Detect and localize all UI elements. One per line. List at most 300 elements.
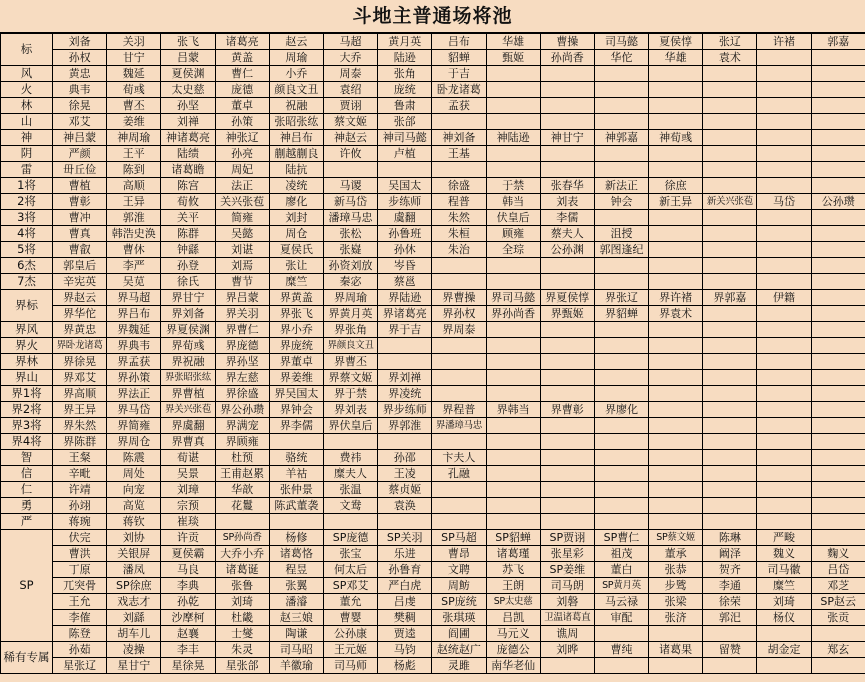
hero-cell: 贾诩	[323, 98, 377, 114]
hero-cell	[757, 626, 811, 642]
hero-pool-body	[1, 34, 865, 674]
hero-cell: 界曹操	[432, 290, 486, 306]
hero-cell	[703, 498, 757, 514]
hero-cell: 徐荣	[703, 594, 757, 610]
hero-cell: 袁涣	[378, 498, 432, 514]
hero-cell: 王粲	[53, 450, 107, 466]
hero-cell: 杨仪	[757, 610, 811, 626]
hero-cell: 刘禅	[161, 114, 215, 130]
hero-cell	[540, 386, 594, 402]
hero-cell: 吕布	[432, 34, 486, 50]
hero-cell: 曹叡	[53, 242, 107, 258]
category-label: 界标	[1, 290, 53, 322]
hero-cell: 阎圃	[432, 626, 486, 642]
hero-cell: 张嶷	[323, 242, 377, 258]
hero-cell: 麴义	[811, 546, 865, 562]
hero-cell: 陈群	[161, 226, 215, 242]
hero-cell: 界吴国太	[269, 386, 323, 402]
hero-cell	[811, 50, 865, 66]
hero-cell: 界伏皇后	[323, 418, 377, 434]
hero-cell: 朱治	[432, 242, 486, 258]
hero-cell: 程昱	[269, 562, 323, 578]
hero-cell: 伊籍	[757, 290, 811, 306]
hero-cell: 伏皇后	[486, 210, 540, 226]
hero-cell: 樊稠	[378, 610, 432, 626]
hero-cell: 界黄忠	[53, 322, 107, 338]
category-label: 界1将	[1, 386, 53, 402]
hero-cell: 刘备	[53, 34, 107, 50]
hero-cell: 郭淮	[107, 210, 161, 226]
hero-cell	[486, 450, 540, 466]
hero-cell	[649, 498, 703, 514]
hero-cell: 孙坚	[161, 98, 215, 114]
hero-cell	[757, 418, 811, 434]
hero-cell	[811, 146, 865, 162]
hero-cell	[649, 658, 703, 674]
hero-cell	[540, 450, 594, 466]
hero-cell: 界赵云	[53, 290, 107, 306]
hero-cell	[594, 322, 648, 338]
hero-cell	[811, 114, 865, 130]
hero-cell: 界邓艾	[53, 370, 107, 386]
hero-cell: 孙资刘放	[323, 258, 377, 274]
hero-cell	[594, 466, 648, 482]
hero-cell: 庞德公	[486, 642, 540, 658]
hero-cell: 卧龙诸葛	[432, 82, 486, 98]
hero-cell	[649, 482, 703, 498]
hero-cell: 界诸葛亮	[378, 306, 432, 322]
hero-cell	[757, 402, 811, 418]
hero-cell: 王元姬	[323, 642, 377, 658]
hero-cell: 刘琦	[215, 594, 269, 610]
hero-cell: 于禁	[486, 178, 540, 194]
hero-cell: 胡金定	[757, 642, 811, 658]
hero-cell	[703, 418, 757, 434]
hero-cell	[649, 386, 703, 402]
hero-cell: 赵云	[269, 34, 323, 50]
hero-cell	[540, 482, 594, 498]
hero-cell	[649, 434, 703, 450]
hero-cell: 刘谌	[215, 242, 269, 258]
category-label: 风	[1, 66, 53, 82]
hero-cell	[486, 434, 540, 450]
hero-cell	[811, 434, 865, 450]
hero-row	[1, 226, 865, 242]
category-label: 界火	[1, 338, 53, 354]
hero-cell: 马钧	[378, 642, 432, 658]
hero-row	[1, 290, 865, 306]
hero-cell: 界曹植	[161, 386, 215, 402]
hero-cell: 新关兴张苞	[703, 194, 757, 210]
hero-cell: 留赞	[703, 642, 757, 658]
hero-cell	[594, 274, 648, 290]
hero-cell: 界朱然	[53, 418, 107, 434]
hero-cell: 夏侯霸	[161, 546, 215, 562]
hero-cell: 界李儒	[269, 418, 323, 434]
hero-cell: 张松	[323, 226, 377, 242]
hero-cell: 界程普	[432, 402, 486, 418]
hero-row	[1, 626, 865, 642]
hero-cell: 界周瑜	[323, 290, 377, 306]
hero-cell	[486, 354, 540, 370]
hero-cell: 钟繇	[161, 242, 215, 258]
hero-cell: 甘宁	[107, 50, 161, 66]
hero-cell: 文鸯	[323, 498, 377, 514]
hero-cell: 简雍	[215, 210, 269, 226]
hero-cell	[594, 98, 648, 114]
hero-cell	[486, 274, 540, 290]
hero-cell	[486, 66, 540, 82]
hero-cell: 沙摩柯	[161, 610, 215, 626]
hero-cell	[703, 274, 757, 290]
hero-cell: 界司马懿	[486, 290, 540, 306]
hero-cell	[703, 434, 757, 450]
hero-row	[1, 434, 865, 450]
hero-row	[1, 642, 865, 658]
hero-cell	[811, 210, 865, 226]
hero-cell: 星张郃	[215, 658, 269, 674]
hero-cell: 孙邵	[378, 450, 432, 466]
hero-cell: 杜预	[215, 450, 269, 466]
hero-cell: 潘凤	[107, 562, 161, 578]
hero-cell: 陈武董袭	[269, 498, 323, 514]
hero-cell	[594, 114, 648, 130]
hero-cell	[540, 338, 594, 354]
hero-cell	[540, 354, 594, 370]
hero-row	[1, 418, 865, 434]
category-label: 信	[1, 466, 53, 482]
hero-cell: 新马岱	[323, 194, 377, 210]
hero-cell	[649, 626, 703, 642]
hero-cell: 蒯越蒯良	[269, 146, 323, 162]
category-label: 界山	[1, 370, 53, 386]
hero-cell: 吕岱	[811, 562, 865, 578]
hero-cell: 诸葛亮	[215, 34, 269, 50]
hero-cell: SP赵云	[811, 594, 865, 610]
hero-cell	[649, 258, 703, 274]
hero-cell: 吴景	[161, 466, 215, 482]
hero-cell: 界顾雍	[215, 434, 269, 450]
hero-cell: 张恭	[649, 562, 703, 578]
hero-cell: 周鲂	[432, 578, 486, 594]
hero-cell	[649, 226, 703, 242]
hero-cell: 许靖	[53, 482, 107, 498]
hero-cell: 界步练师	[378, 402, 432, 418]
hero-cell	[215, 514, 269, 530]
hero-cell	[703, 514, 757, 530]
hero-cell: 界王异	[53, 402, 107, 418]
hero-cell	[540, 82, 594, 98]
hero-cell: 界颜良文丑	[323, 338, 377, 354]
hero-cell: 刘封	[269, 210, 323, 226]
hero-cell: 徐氏	[161, 274, 215, 290]
hero-cell	[703, 402, 757, 418]
hero-cell	[649, 450, 703, 466]
hero-cell: 界徐晃	[53, 354, 107, 370]
hero-cell: 界吕蒙	[215, 290, 269, 306]
hero-cell	[378, 162, 432, 178]
hero-cell	[323, 162, 377, 178]
hero-cell: 张仲景	[269, 482, 323, 498]
hero-cell: 界典韦	[107, 338, 161, 354]
hero-cell	[703, 482, 757, 498]
hero-cell: 孙亮	[215, 146, 269, 162]
hero-cell	[703, 226, 757, 242]
hero-cell	[594, 146, 648, 162]
hero-cell	[432, 514, 486, 530]
hero-cell	[486, 418, 540, 434]
hero-cell: 张鲁	[215, 578, 269, 594]
category-label: 山	[1, 114, 53, 130]
hero-cell: 崔琰	[161, 514, 215, 530]
hero-cell	[703, 258, 757, 274]
hero-cell: 司马朗	[540, 578, 594, 594]
hero-cell: 神赵云	[323, 130, 377, 146]
hero-cell: 赵统赵广	[432, 642, 486, 658]
hero-cell	[703, 354, 757, 370]
hero-cell	[649, 514, 703, 530]
hero-cell: 袁绍	[323, 82, 377, 98]
hero-cell: 卢植	[378, 146, 432, 162]
hero-cell	[432, 370, 486, 386]
hero-row	[1, 514, 865, 530]
category-label: 智	[1, 450, 53, 466]
hero-cell: 吴国太	[378, 178, 432, 194]
hero-cell: 甄姬	[486, 50, 540, 66]
hero-cell: 关兴张苞	[215, 194, 269, 210]
hero-cell	[486, 514, 540, 530]
hero-cell: 辛宪英	[53, 274, 107, 290]
hero-cell: 全琮	[486, 242, 540, 258]
hero-row	[1, 658, 865, 674]
hero-cell: 顾雍	[486, 226, 540, 242]
hero-row	[1, 98, 865, 114]
hero-cell: 神刘备	[432, 130, 486, 146]
hero-row	[1, 562, 865, 578]
hero-pool-table	[0, 33, 865, 674]
hero-cell: 孙尚香	[540, 50, 594, 66]
hero-cell	[811, 626, 865, 642]
hero-cell	[649, 66, 703, 82]
hero-cell: 马超	[323, 34, 377, 50]
hero-row	[1, 114, 865, 130]
hero-cell: 张春华	[540, 178, 594, 194]
hero-row	[1, 594, 865, 610]
hero-cell: 丁原	[53, 562, 107, 578]
hero-cell	[757, 514, 811, 530]
hero-row	[1, 530, 865, 546]
hero-cell: 界刘表	[323, 402, 377, 418]
hero-cell	[757, 354, 811, 370]
hero-cell: 法正	[215, 178, 269, 194]
hero-cell	[703, 130, 757, 146]
hero-cell: 伏完	[53, 530, 107, 546]
hero-cell: 韩当	[486, 194, 540, 210]
hero-cell: 貂蝉	[432, 50, 486, 66]
hero-cell: 刘璋	[161, 482, 215, 498]
hero-cell: 羊徽瑜	[269, 658, 323, 674]
hero-cell: 曹彰	[53, 194, 107, 210]
hero-cell	[594, 418, 648, 434]
hero-cell: 陆抗	[269, 162, 323, 178]
hero-cell	[486, 258, 540, 274]
hero-cell	[432, 386, 486, 402]
hero-cell	[757, 322, 811, 338]
hero-cell	[757, 450, 811, 466]
hero-cell: 贾逵	[378, 626, 432, 642]
hero-cell	[540, 418, 594, 434]
hero-cell: 糜竺	[757, 578, 811, 594]
hero-row	[1, 578, 865, 594]
hero-cell: 小乔	[269, 66, 323, 82]
hero-cell: 诸葛诞	[215, 562, 269, 578]
hero-cell: 张辽	[703, 34, 757, 50]
hero-cell	[378, 354, 432, 370]
hero-cell: 秦宓	[323, 274, 377, 290]
hero-cell: 杜畿	[215, 610, 269, 626]
hero-cell: 界吕布	[107, 306, 161, 322]
hero-cell	[703, 466, 757, 482]
hero-cell: 曹植	[53, 178, 107, 194]
hero-cell	[649, 338, 703, 354]
category-label: 3将	[1, 210, 53, 226]
hero-cell	[594, 658, 648, 674]
hero-cell: 界凌统	[378, 386, 432, 402]
hero-cell: 界貂蝉	[594, 306, 648, 322]
hero-cell	[594, 498, 648, 514]
hero-cell	[811, 130, 865, 146]
hero-cell: 蔡夫人	[540, 226, 594, 242]
hero-cell: 魏义	[757, 546, 811, 562]
hero-cell: 界曹真	[161, 434, 215, 450]
hero-cell: SP蔡文姬	[649, 530, 703, 546]
hero-cell: 祖茂	[594, 546, 648, 562]
hero-row	[1, 34, 865, 50]
hero-cell: 大乔	[323, 50, 377, 66]
hero-cell: 严畯	[757, 530, 811, 546]
hero-cell	[811, 658, 865, 674]
hero-cell: SP孙尚香	[215, 530, 269, 546]
hero-cell: 周处	[107, 466, 161, 482]
hero-cell: 华佗	[594, 50, 648, 66]
hero-cell	[540, 434, 594, 450]
hero-cell: 荀攸	[161, 194, 215, 210]
hero-row	[1, 498, 865, 514]
hero-cell: 界周泰	[432, 322, 486, 338]
hero-cell	[540, 258, 594, 274]
hero-cell: SP邓艾	[323, 578, 377, 594]
hero-row	[1, 306, 865, 322]
hero-cell: 南华老仙	[486, 658, 540, 674]
hero-cell: 孙鲁班	[378, 226, 432, 242]
hero-cell	[649, 162, 703, 178]
hero-cell: 张让	[269, 258, 323, 274]
hero-cell	[811, 498, 865, 514]
hero-cell: 黄忠	[53, 66, 107, 82]
hero-cell	[649, 322, 703, 338]
hero-cell: 夏侯渊	[161, 66, 215, 82]
hero-cell	[594, 514, 648, 530]
hero-cell: 郭嘉	[811, 34, 865, 50]
hero-cell: 大乔小乔	[215, 546, 269, 562]
hero-cell: 诸葛果	[649, 642, 703, 658]
hero-cell: 周妃	[215, 162, 269, 178]
hero-cell: 王异	[107, 194, 161, 210]
hero-row	[1, 242, 865, 258]
hero-cell: 界刘备	[161, 306, 215, 322]
hero-cell	[594, 434, 648, 450]
hero-cell	[757, 434, 811, 450]
hero-cell	[703, 82, 757, 98]
hero-row	[1, 482, 865, 498]
hero-cell	[432, 114, 486, 130]
hero-cell	[703, 370, 757, 386]
hero-cell: 荀谌	[161, 450, 215, 466]
hero-cell	[486, 146, 540, 162]
hero-cell: 蒋钦	[107, 514, 161, 530]
hero-cell: 吕凯	[486, 610, 540, 626]
hero-cell: 界于吉	[378, 322, 432, 338]
category-label: 界4将	[1, 434, 53, 450]
hero-cell: 董承	[649, 546, 703, 562]
hero-cell	[649, 274, 703, 290]
hero-cell	[811, 402, 865, 418]
category-label: 仁	[1, 482, 53, 498]
hero-cell: 士燮	[215, 626, 269, 642]
hero-cell: 界张角	[323, 322, 377, 338]
hero-cell: 陈登	[53, 626, 107, 642]
hero-cell	[432, 162, 486, 178]
hero-cell: 凌操	[107, 642, 161, 658]
hero-cell	[811, 306, 865, 322]
hero-cell: 孙登	[161, 258, 215, 274]
hero-cell	[540, 498, 594, 514]
hero-cell: 徐庶	[649, 178, 703, 194]
hero-cell: 曹纯	[594, 642, 648, 658]
hero-cell: 孙乾	[161, 594, 215, 610]
hero-cell: 界小乔	[269, 322, 323, 338]
hero-cell: SP庞德	[323, 530, 377, 546]
hero-cell	[432, 274, 486, 290]
hero-cell: 曹节	[215, 274, 269, 290]
hero-cell: 神郭嘉	[594, 130, 648, 146]
category-label: 1将	[1, 178, 53, 194]
hero-cell: 星徐晃	[161, 658, 215, 674]
hero-cell: 界潘璋马忠	[432, 418, 486, 434]
hero-cell: 界庞德	[215, 338, 269, 354]
hero-cell: 界关兴张苞	[161, 402, 215, 418]
hero-cell	[757, 162, 811, 178]
hero-cell: 神司马懿	[378, 130, 432, 146]
hero-cell: 界关羽	[215, 306, 269, 322]
hero-cell: 神张辽	[215, 130, 269, 146]
hero-cell: 宗预	[161, 498, 215, 514]
hero-cell: 界陈群	[53, 434, 107, 450]
hero-cell	[757, 226, 811, 242]
category-label: 5将	[1, 242, 53, 258]
category-label: 神	[1, 130, 53, 146]
hero-cell	[703, 626, 757, 642]
hero-cell: 赵襄	[161, 626, 215, 642]
hero-cell	[703, 178, 757, 194]
hero-cell	[703, 322, 757, 338]
hero-cell: 马岱	[757, 194, 811, 210]
hero-cell	[703, 210, 757, 226]
hero-cell	[486, 114, 540, 130]
hero-cell: 骆统	[269, 450, 323, 466]
hero-cell: 界姜维	[269, 370, 323, 386]
hero-cell	[757, 498, 811, 514]
